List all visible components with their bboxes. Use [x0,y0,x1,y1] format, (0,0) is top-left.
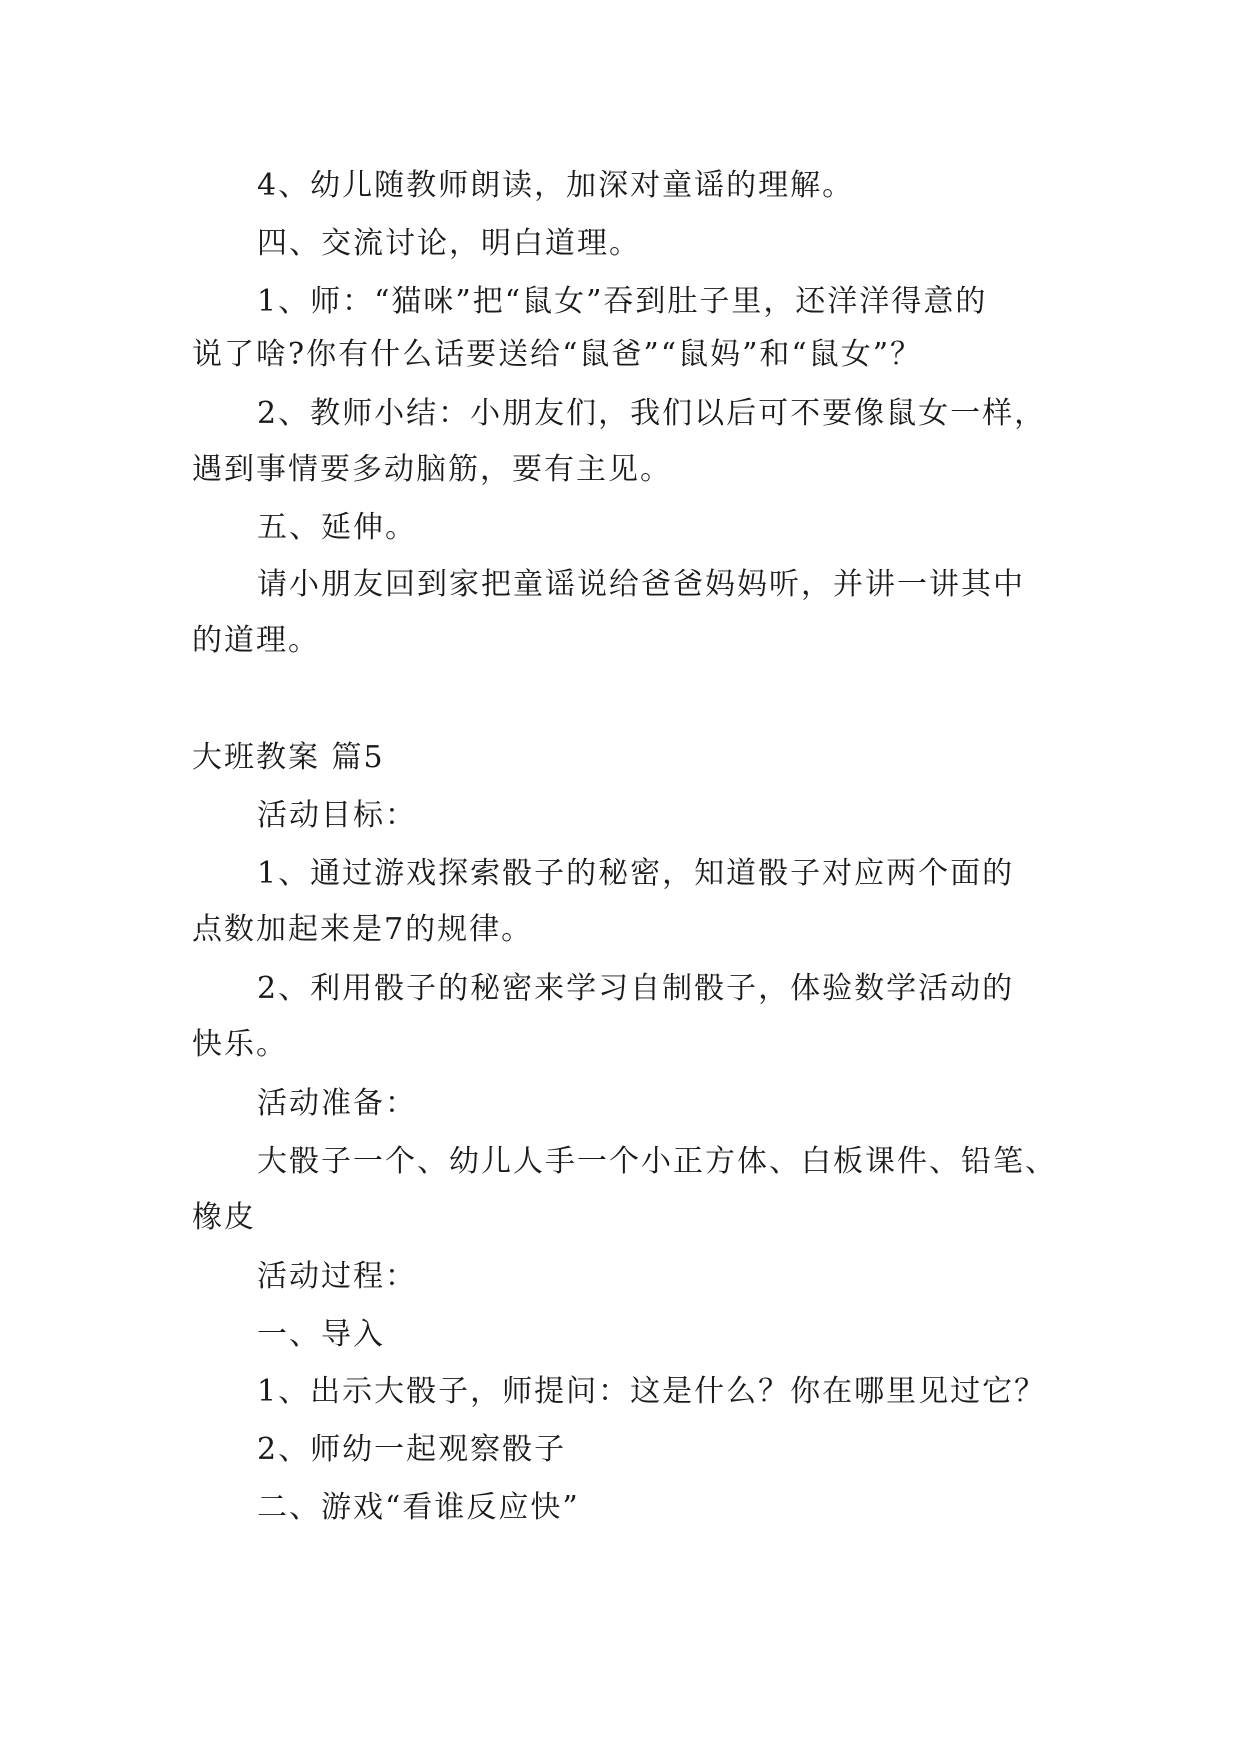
paragraph-line: 大骰子一个、幼儿人手一个小正方体、白板课件、铅笔、 [257,1144,1057,1179]
paragraph-line: 四、交流讨论，明白道理。 [257,226,641,261]
paragraph-line: 1、师：“猫咪”把“鼠女”吞到肚子里，还洋洋得意的 [257,284,988,319]
section-title: 大班教案 篇5 [192,740,385,775]
paragraph-line: 1、出示大骰子，师提问：这是什么？你在哪里见过它？ [257,1374,1047,1409]
paragraph-line: 点数加起来是7的规律。 [192,912,534,947]
paragraph-line: 请小朋友回到家把童谣说给爸爸妈妈听，并讲一讲其中 [257,567,1025,602]
paragraph-line: 说了啥?你有什么话要送给“鼠爸”“鼠妈”和“鼠女”？ [192,337,923,372]
paragraph-line: 的道理。 [192,623,320,658]
paragraph-line: 一、导入 [257,1317,385,1352]
paragraph-line: 2、利用骰子的秘密来学习自制骰子，体验数学活动的 [257,971,1015,1006]
paragraph-line: 活动过程： [257,1259,417,1294]
paragraph-line: 4、幼儿随教师朗读，加深对童谣的理解。 [257,168,855,203]
paragraph-line: 1、通过游戏探索骰子的秘密，知道骰子对应两个面的 [257,856,1015,891]
paragraph-line: 活动准备： [257,1086,417,1121]
paragraph-line: 橡皮 [192,1200,256,1235]
paragraph-line: 快乐。 [192,1027,288,1062]
paragraph-line: 2、师幼一起观察骰子 [257,1432,567,1467]
paragraph-line: 遇到事情要多动脑筋，要有主见。 [192,452,672,487]
paragraph-line: 2、教师小结：小朋友们，我们以后可不要像鼠女一样， [257,396,1047,431]
paragraph-line: 活动目标： [257,798,417,833]
paragraph-line: 五、延伸。 [257,510,417,545]
paragraph-line: 二、游戏“看谁反应快” [257,1490,580,1525]
